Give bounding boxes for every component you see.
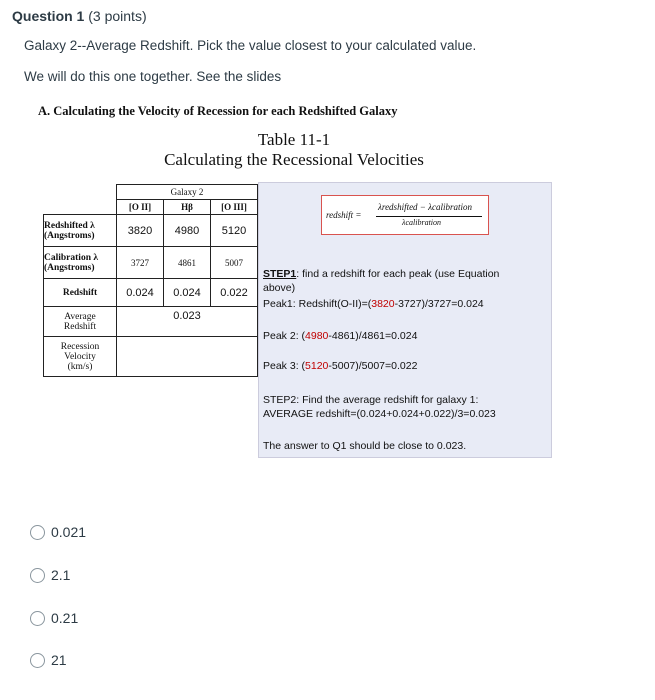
row-label-recession-1: Recession <box>60 341 100 352</box>
row-label-average-1: Average <box>64 311 96 322</box>
choice-label: 0.21 <box>51 610 79 626</box>
redshift-oii: 0.024 <box>117 279 164 307</box>
peak3-note <box>263 359 417 373</box>
radio-button-icon[interactable] <box>30 568 45 583</box>
peak2-prefix: Peak 2: ( <box>263 330 306 342</box>
choice-label: 0.021 <box>51 524 87 540</box>
question-points: (3 points) <box>88 8 147 24</box>
answer-note: The answer to Q1 should be close to 0.023. <box>263 440 467 452</box>
peak2-suffix: -4861)/4861=0.024 <box>328 330 418 342</box>
redshift-oiii: 0.022 <box>211 279 258 307</box>
row-label-calibration-2: (Angstroms) <box>44 262 95 273</box>
peak2-note <box>263 329 417 343</box>
table-corner-2 <box>44 200 117 215</box>
redshifted-oiii: 5120 <box>211 215 258 247</box>
radio-button-icon[interactable] <box>30 525 45 540</box>
step2-note <box>263 393 496 421</box>
row-label-average-2: Redshift <box>63 321 97 332</box>
step1-note <box>263 267 499 295</box>
choice-label: 21 <box>51 652 67 668</box>
peak1-prefix: Peak1: Redshift(O-II)=( <box>263 298 372 310</box>
solution-notes <box>258 182 552 458</box>
formula-numerator: λredshifted − λcalibration <box>378 202 473 212</box>
choice-0-021[interactable] <box>30 524 86 540</box>
redshift-hbeta: 0.024 <box>164 279 211 307</box>
radio-button-icon[interactable] <box>30 611 45 626</box>
row-label-recession-2: Velocity <box>64 351 96 362</box>
calibration-hbeta: 4861 <box>164 247 211 279</box>
row-label-calibration-1: Calibration λ <box>44 252 99 263</box>
recession-velocity-value <box>117 337 258 377</box>
peak3-prefix: Peak 3: ( <box>263 360 306 372</box>
step2-line1: STEP2: Find the average redshift for galaxy 1: <box>263 394 479 406</box>
choice-2-1[interactable] <box>30 567 70 583</box>
row-label-recession <box>44 337 117 377</box>
formula-lhs: redshift = <box>326 210 362 220</box>
peak2-red-value: 4980 <box>305 330 329 342</box>
step1-text: : find a redshift for each peak (use Equation <box>296 268 500 280</box>
peak3-suffix: -5007)/5007=0.022 <box>328 360 418 372</box>
row-label-redshifted-1: Redshifted λ <box>44 220 95 231</box>
question-prompt: Galaxy 2--Average Redshift. Pick the value closest to your calculated value. <box>24 38 477 53</box>
step2-line2: AVERAGE redshift=(0.024+0.024+0.022)/3=0.023 <box>263 408 496 420</box>
redshift-formula <box>321 195 489 235</box>
calibration-oiii: 5007 <box>211 247 258 279</box>
redshifted-oii: 3820 <box>117 215 164 247</box>
galaxy-label: Galaxy 2 <box>117 185 258 200</box>
choice-0-21[interactable] <box>30 610 78 626</box>
slide-image <box>24 96 554 474</box>
formula-fraction-bar <box>376 216 482 217</box>
peak1-note <box>263 297 484 311</box>
row-label-average <box>44 307 117 337</box>
row-label-recession-3: (km/s) <box>67 361 93 372</box>
formula-denominator: λcalibration <box>402 218 442 227</box>
row-label-redshifted <box>44 215 117 247</box>
peak3-red-value: 5120 <box>305 360 329 372</box>
table-number: Table 11-1 <box>257 130 331 149</box>
choice-21[interactable] <box>30 652 67 668</box>
col-header-oii: [O II] <box>117 200 164 215</box>
table-corner <box>44 185 117 200</box>
table-title: Calculating the Recessional Velocities <box>164 150 424 169</box>
average-redshift-value: 0.023 <box>117 307 258 337</box>
calibration-oii: 3727 <box>117 247 164 279</box>
slide-heading: A. Calculating the Velocity of Recession for each Redshifted Galaxy <box>38 104 398 118</box>
recession-table <box>43 184 258 377</box>
question-title: Question 1 <box>12 8 85 24</box>
step1-text2: above) <box>263 282 296 294</box>
col-header-hbeta: Hβ <box>164 200 211 215</box>
choice-label: 2.1 <box>51 567 71 583</box>
row-label-redshift: Redshift <box>44 279 117 307</box>
row-label-redshifted-2: (Angstroms) <box>44 230 95 241</box>
question-instruction: We will do this one together. See the slides <box>24 69 282 84</box>
radio-button-icon[interactable] <box>30 653 45 668</box>
col-header-oiii: [O III] <box>211 200 258 215</box>
step1-label: STEP1 <box>263 268 297 280</box>
question-header <box>12 8 147 24</box>
peak1-suffix: -3727)/3727=0.024 <box>394 298 484 310</box>
redshifted-hbeta: 4980 <box>164 215 211 247</box>
peak1-red-value: 3820 <box>371 298 395 310</box>
row-label-calibration <box>44 247 117 279</box>
